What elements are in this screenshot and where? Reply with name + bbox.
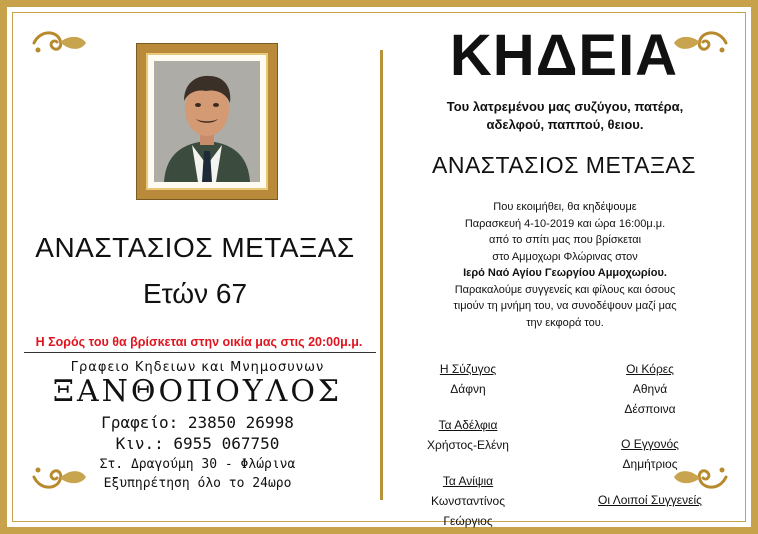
right-deceased-name: ΑΝΑΣΤΑΣΙΟΣ ΜΕΤΑΞΑΣ [432, 152, 696, 178]
details-line: από το σπίτι μας που βρίσκεται [488, 234, 642, 246]
details-line: στο Αμμοχωρι Φλώρινας στον [492, 250, 638, 263]
family-heading: Ο Εγγονός [621, 437, 679, 451]
family-member: Δέσποινα [624, 402, 676, 416]
family-heading: Τα Ανίψια [442, 474, 494, 488]
family-member: Χρήστος-Ελένη [427, 438, 509, 452]
subtitle-line: αδελφού, παππού, θειου. [486, 117, 644, 132]
details-line: Παρακαλούμε συγγενείς και φίλους και όσους [454, 283, 676, 296]
details-line: την εκφορά του. [526, 316, 604, 329]
wake-notice: Η Σορός του θα βρίσκεται στην οικία μας στις 20:00μ.μ. [35, 335, 363, 349]
family-member: Κωνσταντίνος [430, 494, 505, 508]
family-member: Αθηνά [632, 382, 668, 396]
family-grandson [590, 434, 710, 474]
portrait-photo [154, 61, 260, 182]
family-heading: Η Σύζυγος [439, 362, 497, 376]
subtitle-line: Του λατρεμένου μας συζύγου, πατέρα, [446, 99, 684, 114]
funeral-office-heading: Γραφειο Κηδειων και Μνημοσυνων [70, 360, 325, 375]
portrait-frame [137, 44, 277, 199]
funeral-details [400, 199, 730, 331]
left-deceased-name: ΑΝΑΣΤΑΣΙΟΣ ΜΕΤΑΞΑΣ [35, 232, 355, 263]
details-line: Παρασκευή 4-10-2019 και ώρα 16:00μ.μ. [464, 217, 666, 230]
family-relatives [572, 490, 728, 510]
details-line: Που εκοιμήθει, θα κηδέψουμε [493, 201, 637, 213]
family-member: Δάφνη [450, 382, 486, 396]
family-spouse [408, 359, 528, 399]
announcement-subtitle [395, 98, 735, 134]
funeral-office-name: ΞΑΝΘΟΠΟΥΛΟΣ [52, 374, 343, 409]
funeral-title: ΚΗΔΕΙΑ [449, 23, 679, 88]
family-daughters [590, 359, 710, 419]
family-member: Γεώργιος [443, 514, 493, 528]
church-name: Ιερό Ναό Αγίου Γεωργίου Αμμοχωρίου. [463, 267, 667, 279]
family-member: Δημήτριος [622, 457, 678, 471]
office-phone: Γραφείο: 23850 26998 [101, 413, 294, 432]
office-mobile: Κιν.: 6955 067750 [115, 434, 280, 453]
center-divider [380, 50, 383, 500]
ornament-top-left-icon [30, 28, 90, 58]
family-heading: Οι Λοιποί Συγγενείς [598, 493, 702, 507]
family-siblings [400, 415, 536, 455]
office-service-hours: Εξυπηρέτηση όλο το 24ωρο [103, 476, 292, 491]
family-heading: Τα Αδέλφια [438, 418, 498, 432]
family-heading: Οι Κόρες [626, 362, 674, 376]
left-age: Ετών 67 [142, 278, 248, 309]
notice-underline [24, 352, 376, 353]
details-line: τιμούν τη μνήμη του, να συνοδέψουν μαζί μας [453, 300, 677, 312]
office-address: Στ. Δραγούμη 30 - Φλώρινα [99, 457, 296, 472]
family-nephews [400, 471, 536, 531]
